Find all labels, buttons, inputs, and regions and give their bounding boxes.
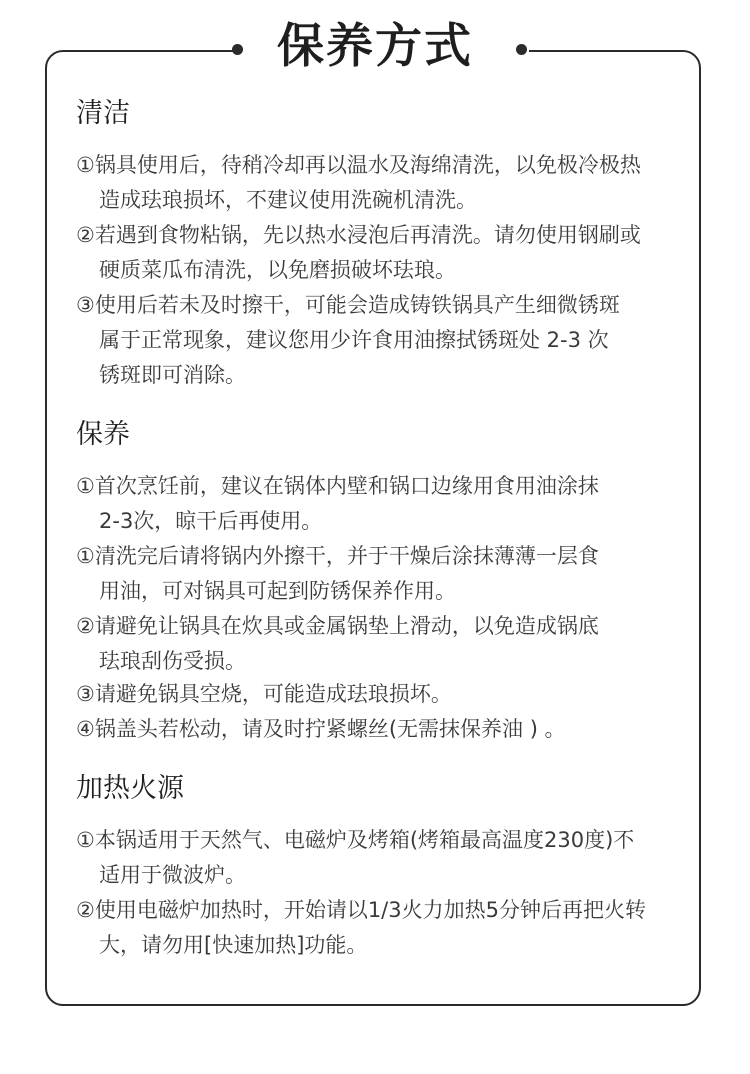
section-heading-maintenance: 保养 [76, 419, 130, 450]
list-item: ④锅盖头若松动，请及时拧紧螺丝(无需抹保养油 ) 。 [76, 717, 566, 741]
title-left-dot [232, 44, 243, 55]
list-item: ③使用后若未及时擦干，可能会造成铸铁锅具产生细微锈斑 属于正常现象，建议您用少许食用油擦拭锈斑处 2-3 次 锈斑即可消除。 [76, 293, 620, 387]
section-heading-cleaning: 清洁 [76, 98, 130, 129]
list-item: ①本锅适用于天然气、电磁炉及烤箱(烤箱最高温度230度)不 适用于微波炉。 [76, 828, 635, 887]
list-item: ②若遇到食物粘锅，先以热水浸泡后再清洗。请勿使用钢刷或 硬质菜瓜布清洗，以免磨损破坏珐琅。 [76, 223, 641, 282]
list-item: ③请避免锅具空烧，可能造成珐琅损坏。 [76, 682, 452, 706]
list-item: ①清洗完后请将锅内外擦干，并于干燥后涂抹薄薄一层食 用油，可对锅具可起到防锈保养作用。 [76, 544, 599, 603]
section-heading-heat-source: 加热火源 [76, 773, 184, 804]
list-item: ①锅具使用后，待稍冷却再以温水及海绵清洗，以免极冷极热 造成珐琅损坏，不建议使用洗碗机清洗。 [76, 153, 641, 212]
page-title: 保养方式 [277, 19, 473, 74]
list-item: ②请避免让锅具在炊具或金属锅垫上滑动，以免造成锅底 珐琅刮伤受损。 [76, 614, 599, 673]
list-item: ②使用电磁炉加热时，开始请以1/3火力加热5分钟后再把火转 大，请勿用[快速加热]功能。 [76, 898, 646, 957]
list-item: ①首次烹饪前，建议在锅体内壁和锅口边缘用食用油涂抹 2-3次，晾干后再使用。 [76, 474, 599, 533]
title-right-dot [516, 44, 527, 55]
